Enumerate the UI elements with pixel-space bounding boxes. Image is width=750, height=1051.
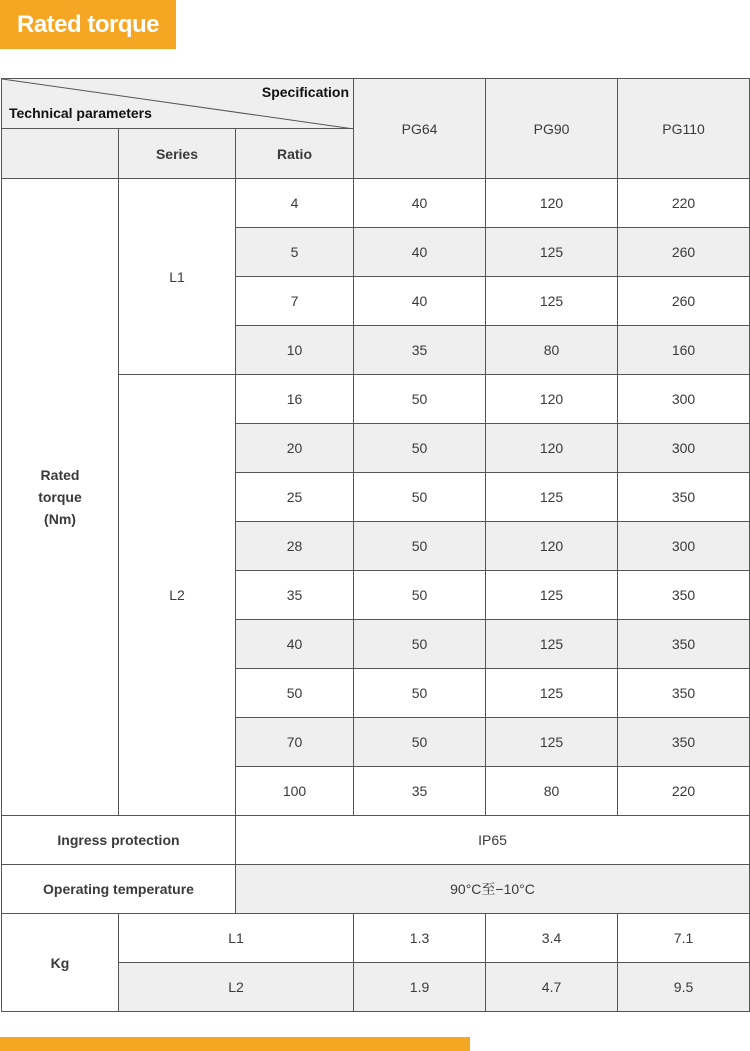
weight-value-cell: 4.7: [486, 963, 618, 1012]
ratio-cell: 50: [236, 669, 354, 718]
torque-value-cell: 125: [486, 571, 618, 620]
torque-value-cell: 50: [354, 571, 486, 620]
rated-torque-table: [1, 78, 750, 1012]
torque-value-cell: 300: [618, 375, 750, 424]
technical-parameters-label: Technical parameters: [9, 105, 152, 121]
ratio-cell: 10: [236, 326, 354, 375]
weight-value-cell: 1.9: [354, 963, 486, 1012]
torque-value-cell: 50: [354, 620, 486, 669]
torque-value-cell: 35: [354, 767, 486, 816]
torque-value-cell: 80: [486, 326, 618, 375]
torque-value-cell: 160: [618, 326, 750, 375]
ratio-cell: 20: [236, 424, 354, 473]
ingress-row: [2, 816, 750, 865]
ratio-cell: 4: [236, 179, 354, 228]
model-header-pg90: PG90: [486, 79, 618, 179]
ratio-cell: 5: [236, 228, 354, 277]
torque-value-cell: 125: [486, 620, 618, 669]
torque-value-cell: 120: [486, 179, 618, 228]
torque-value-cell: 120: [486, 375, 618, 424]
temperature-value: 90°C至−10°C: [236, 865, 750, 914]
ratio-cell: 25: [236, 473, 354, 522]
ratio-cell: 16: [236, 375, 354, 424]
bottom-accent-bar: [0, 1037, 470, 1051]
header-diagonal-cell: [2, 79, 354, 129]
torque-value-cell: 300: [618, 522, 750, 571]
torque-value-cell: 350: [618, 718, 750, 767]
ingress-value: IP65: [236, 816, 750, 865]
torque-value-cell: 120: [486, 424, 618, 473]
torque-value-cell: 120: [486, 522, 618, 571]
series-cell: L1: [119, 179, 236, 375]
specification-label: Specification: [261, 84, 350, 100]
torque-value-cell: 125: [486, 718, 618, 767]
torque-value-cell: 40: [354, 179, 486, 228]
rated-torque-label-line: torque: [38, 489, 82, 505]
ratio-cell: 35: [236, 571, 354, 620]
series-header: Series: [119, 129, 236, 179]
ingress-label: Ingress protection: [2, 816, 236, 865]
ratio-cell: 40: [236, 620, 354, 669]
model-header-pg110: PG110: [618, 79, 750, 179]
weight-series-cell: L1: [119, 914, 354, 963]
ratio-cell: 7: [236, 277, 354, 326]
torque-value-cell: 260: [618, 228, 750, 277]
model-header-pg64: PG64: [354, 79, 486, 179]
temperature-label: Operating temperature: [2, 865, 236, 914]
ratio-cell: 28: [236, 522, 354, 571]
ratio-cell: 70: [236, 718, 354, 767]
weight-value-cell: 9.5: [618, 963, 750, 1012]
torque-value-cell: 260: [618, 277, 750, 326]
header-blank-cell: [2, 129, 119, 179]
torque-value-cell: 40: [354, 277, 486, 326]
weight-value-cell: 7.1: [618, 914, 750, 963]
torque-value-cell: 125: [486, 473, 618, 522]
torque-value-cell: 80: [486, 767, 618, 816]
torque-value-cell: 350: [618, 571, 750, 620]
torque-value-cell: 350: [618, 620, 750, 669]
torque-value-cell: 350: [618, 473, 750, 522]
torque-value-cell: 125: [486, 669, 618, 718]
torque-value-cell: 50: [354, 375, 486, 424]
ratio-cell: 100: [236, 767, 354, 816]
rated-torque-label: [2, 179, 119, 816]
weight-row: [2, 914, 750, 963]
torque-value-cell: 35: [354, 326, 486, 375]
torque-value-cell: 50: [354, 669, 486, 718]
torque-value-cell: 50: [354, 473, 486, 522]
weight-label: Kg: [2, 914, 119, 1012]
torque-value-cell: 125: [486, 228, 618, 277]
rated-torque-label-line: (Nm): [44, 511, 76, 527]
rated-torque-label-line: Rated: [40, 467, 80, 483]
series-cell: L2: [119, 375, 236, 816]
torque-value-cell: 350: [618, 669, 750, 718]
torque-value-cell: 50: [354, 522, 486, 571]
torque-value-cell: 40: [354, 228, 486, 277]
torque-value-cell: 300: [618, 424, 750, 473]
torque-value-cell: 50: [354, 424, 486, 473]
torque-value-cell: 220: [618, 767, 750, 816]
torque-value-cell: 125: [486, 277, 618, 326]
ratio-header: Ratio: [236, 129, 354, 179]
table-row: [2, 179, 750, 228]
torque-value-cell: 50: [354, 718, 486, 767]
page-title: Rated torque: [0, 0, 176, 49]
temperature-row: [2, 865, 750, 914]
weight-series-cell: L2: [119, 963, 354, 1012]
weight-value-cell: 1.3: [354, 914, 486, 963]
torque-value-cell: 220: [618, 179, 750, 228]
weight-value-cell: 3.4: [486, 914, 618, 963]
